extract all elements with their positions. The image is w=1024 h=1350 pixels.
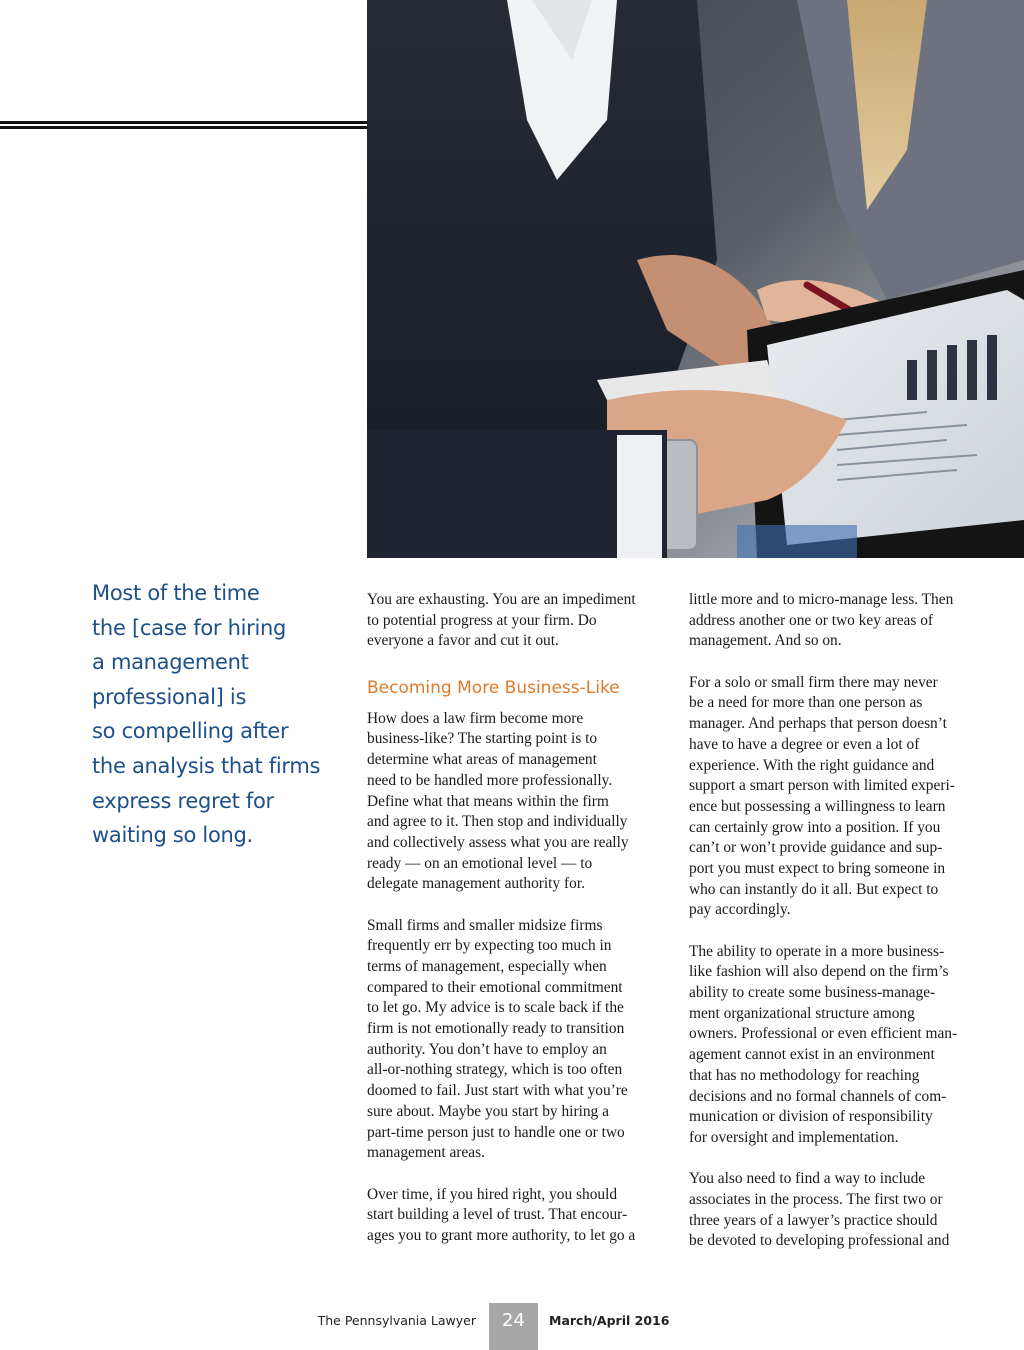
text-line: for oversight and implementation. [689, 1128, 899, 1146]
text-line: How does a law firm become more [367, 709, 584, 727]
text-line: part-time person just to handle one or two [367, 1123, 625, 1141]
text-line: like fashion will also depend on the firm’s [689, 963, 949, 981]
text-line: ages you to grant more authority, to let go a [367, 1226, 636, 1244]
text-line: munication or division of responsibility [689, 1108, 933, 1126]
text-line: Over time, if you hired right, you should [367, 1185, 618, 1203]
text-line: business-like? The starting point is to [367, 730, 598, 748]
text-line: You also need to find a way to include [689, 1170, 926, 1188]
text-line: delegate management authority for. [367, 875, 585, 893]
text-line: port you must expect to bring someone in [689, 859, 946, 877]
pull-quote-line: a management [92, 650, 249, 675]
text-line: Small firms and smaller midsize firms [367, 916, 603, 934]
pull-quote-line: so compelling after [92, 719, 289, 744]
issue-date: March/April 2016 [549, 1313, 670, 1328]
text-line: can certainly grow into a position. If you [689, 818, 941, 836]
text-line: firm is not emotionally ready to transition [367, 1020, 625, 1038]
text-line: determine what areas of management [367, 751, 597, 769]
text-line: authority. You don’t have to employ an [367, 1040, 607, 1058]
pull-quote-line: Most of the time [92, 581, 260, 605]
pull-quote-line: professional] is [92, 684, 247, 709]
text-line: frequently err by expecting too much in [367, 937, 612, 955]
text-line: address another one or two key areas of [689, 611, 934, 629]
pull-quote-line: the analysis that firms [92, 753, 321, 778]
text-line: ence but possessing a willingness to learn [689, 797, 946, 815]
text-line: have to have a degree or even a lot of [689, 735, 920, 753]
text-line: to potential progress at your firm. Do [367, 611, 597, 629]
text-line: be devoted to developing professional and [689, 1232, 950, 1250]
text-line: pay accordingly. [689, 901, 791, 919]
body-column-2 [689, 590, 989, 1252]
text-line: that has no methodology for reaching [689, 1066, 920, 1084]
text-line: management. And so on. [689, 632, 842, 650]
text-line: and collectively assess what you are really [367, 833, 629, 851]
text-line: terms of management, especially when [367, 958, 607, 975]
text-line: be a need for more than one person as [689, 694, 923, 712]
text-line: management areas. [367, 1144, 485, 1162]
text-line: support a smart person with limited experi- [689, 777, 955, 795]
pull-quote-line: waiting so long. [92, 823, 253, 848]
text-line: The ability to operate in a more business- [689, 942, 945, 960]
pull-quote-line: express regret for [92, 788, 274, 813]
text-line: manager. And perhaps that person doesn’t [689, 715, 947, 733]
text-line: agement cannot exist in an environment [689, 1046, 935, 1064]
text-line: associates in the process. The first two or [689, 1190, 943, 1208]
text-line: to let go. My advice is to scale back if the [367, 999, 624, 1017]
text-line: For a solo or small firm there may never [689, 673, 938, 691]
pull-quote [92, 576, 342, 853]
body-column-1 [367, 590, 667, 1247]
publication-name: The Pennsylvania Lawyer [317, 1313, 476, 1328]
text-line: decisions and no formal channels of com- [689, 1087, 947, 1105]
text-line: can’t or won’t provide guidance and sup- [689, 839, 943, 857]
text-line: all-or-nothing strategy, which is too often [367, 1061, 623, 1079]
decorative-rule-top [0, 121, 368, 124]
text-line: ability to create some business-manage- [689, 984, 936, 1002]
text-line: who can instantly do it all. But expect to [689, 880, 939, 898]
text-line: ready — on an emotional level — to [367, 854, 593, 872]
text-line: and agree to it. Then stop and individually [367, 813, 628, 831]
pull-quote-line: the [case for hiring [92, 615, 287, 640]
text-line: need to be handled more professionally. [367, 771, 613, 789]
text-line: little more and to micro-manage less. Then [689, 591, 954, 608]
text-line: doomed to fail. Just start with what you’re [367, 1082, 628, 1100]
text-line: You are exhausting. You are an impediment [367, 591, 636, 608]
decorative-rule-bottom [0, 126, 368, 129]
text-line: everyone a favor and cut it out. [367, 632, 559, 650]
text-line: compared to their emotional commitment [367, 978, 623, 996]
text-line: owners. Professional or even efficient man- [689, 1025, 958, 1043]
text-line: Define what that means within the firm [367, 792, 609, 810]
page-number: 24 [489, 1303, 538, 1350]
section-subhead: Becoming More Business-Like [367, 677, 620, 698]
text-line: ment organizational structure among [689, 1004, 915, 1022]
page-footer [0, 1303, 1024, 1350]
text-line: experience. With the right guidance and [689, 756, 935, 774]
text-line: three years of a lawyer’s practice should [689, 1211, 938, 1229]
text-line: sure about. Maybe you start by hiring a [367, 1102, 609, 1120]
article-photo [367, 0, 1024, 558]
text-line: start building a level of trust. That encour- [367, 1206, 628, 1224]
